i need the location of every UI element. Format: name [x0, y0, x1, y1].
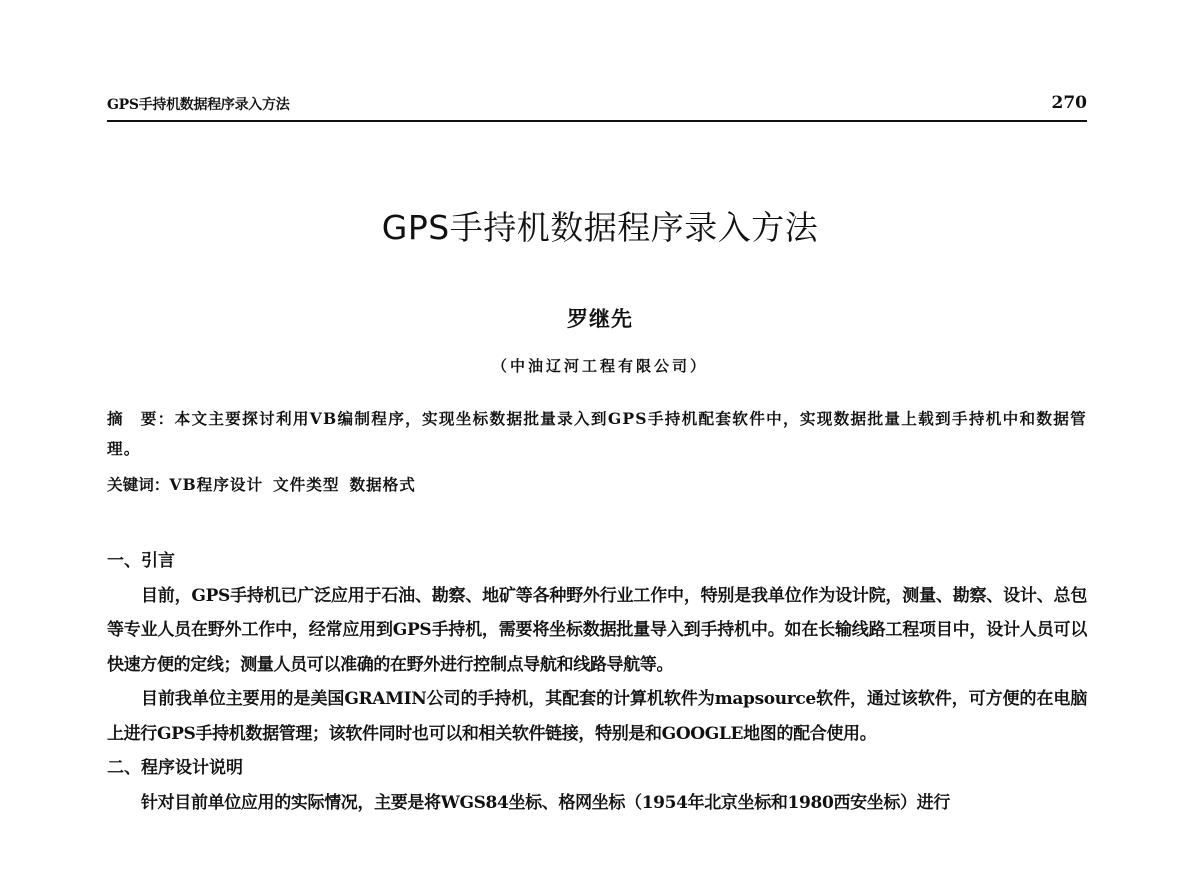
- abstract: [107, 404, 1087, 464]
- running-title: GPS手持机数据程序录入方法: [107, 97, 290, 113]
- author-affiliation: （中油辽河工程有限公司）: [491, 357, 708, 375]
- paper-title: GPS手持机数据程序录入方法: [381, 208, 819, 247]
- page-number: 270: [1051, 93, 1087, 113]
- keyword-item: VB程序设计: [169, 475, 264, 494]
- keyword-item: 数据格式: [349, 475, 416, 494]
- abstract-text: 本文主要探讨利用VB编制程序，实现坐标数据批量录入到GPS手持机配套软件中，实现数据批量上载到手持机中和数据管理。: [107, 409, 1087, 458]
- abstract-label: 摘 要：: [107, 409, 175, 428]
- author-name: 罗继先: [567, 307, 633, 331]
- body-text: [107, 544, 1087, 820]
- running-header: [107, 92, 1087, 122]
- body-paragraph: 针对目前单位应用的实际情况，主要是将WGS84坐标、格网坐标（1954年北京坐标和1980西安坐标）进行: [141, 792, 950, 813]
- keywords-label: 关键词：: [107, 475, 170, 494]
- section-heading-introduction: 一、引言: [107, 551, 175, 571]
- keywords: [107, 470, 1087, 500]
- body-paragraph: 目前，GPS手持机已广泛应用于石油、勘察、地矿等各种野外行业工作中，特别是我单位作为设计院，测量、勘察、设计、总包等专业人员在野外工作中，经常应用到GPS手持机，需要将坐标数据批量导入到手持机中。如在长输线路工程项目中，设计人员可以快速方便的定线；测量人员可以准确的在野外进行控制点导航和线路导航等。: [107, 585, 1087, 675]
- section-heading-program-design: 二、程序设计说明: [107, 758, 243, 778]
- body-paragraph: 目前我单位主要用的是美国GRAMIN公司的手持机，其配套的计算机软件为mapsource软件，通过该软件，可方便的在电脑上进行GPS手持机数据管理；该软件同时也可以和相关软件链接，特别是和GOOGLE地图的配合使用。: [107, 689, 1087, 744]
- keyword-item: 文件类型: [273, 475, 340, 494]
